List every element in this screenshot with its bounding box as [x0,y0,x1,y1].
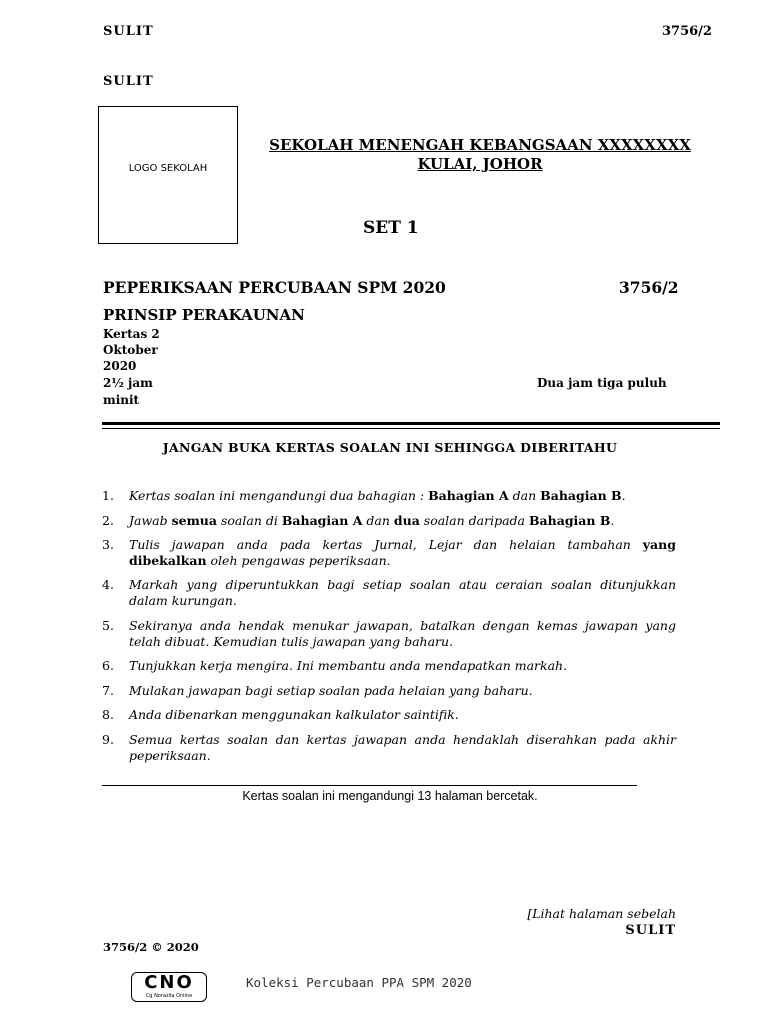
exam-year: 2020 [103,359,137,373]
instruction-item: 9. Semua kertas soalan dan kertas jawapan anda hendaklah diserahkan pada akhir peperiksaan. [102,732,676,763]
exam-month: Oktober [103,343,158,357]
duration-words: Dua jam tiga puluh [537,376,667,390]
sulit-label-top: SULIT [103,24,154,39]
instruction-item: 4. Markah yang diperuntukkan bagi setiap soalan atau ceraian soalan ditunjukkan dalam kurungan. [102,577,676,608]
duration-short: 2½ jam [103,376,153,390]
instruction-item: 2. Jawab semua soalan di Bahagian A dan dua soalan daripada Bahagian B. [102,513,615,528]
set-label: SET 1 [363,218,419,238]
instruction-item: 8. Anda dibenarkan menggunakan kalkulator saintifik. [102,707,459,722]
exam-code: 3756/2 [619,278,679,297]
school-logo-box [98,106,238,244]
pages-note: Kertas soalan ini mengandungi 13 halaman bercetak. [242,789,538,803]
divider-thin [102,428,720,429]
instruction-item: 5. Sekiranya anda hendak menukar jawapan, batalkan dengan kemas jawapan yang telah dibuat. Kemudian tulis jawapan yang baharu. [102,618,676,649]
instruction-item: 3. Tulis jawapan anda pada kertas Jurnal, Lejar dan helaian tambahan yang dibekalkan oleh pengawas peperiksaan. [102,537,676,568]
logo-placeholder-text: LOGO SEKOLAH [128,163,208,174]
school-name: SEKOLAH MENENGAH KEBANGSAAN XXXXXXXX [269,136,691,154]
instruction-item: 7. Mulakan jawapan bagi setiap soalan pada helaian yang baharu. [102,683,533,698]
exam-title: PEPERIKSAAN PERCUBAAN SPM 2020 [103,278,446,297]
copyright-code: 3756/2 © 2020 [103,940,199,954]
school-location: KULAI, JOHOR [417,155,543,173]
warning-text: JANGAN BUKA KERTAS SOALAN INI SEHINGGA DIBERITAHU [162,440,618,455]
divider-thick [102,422,720,425]
duration-short-cont: minit [103,393,140,407]
collection-caption: Koleksi Percubaan PPA SPM 2020 [246,975,472,990]
cno-logo: CNO Cg Norazila Online [131,972,207,1002]
subject-title: PRINSIP PERAKAUNAN [103,306,305,324]
instruction-item: 6. Tunjukkan kerja mengira. Ini membantu anda mendapatkan markah. [102,658,568,673]
sulit-label-bottom: SULIT [625,923,676,938]
see-next-page: [Lihat halaman sebelah [527,906,676,921]
instruction-item: 1. Kertas soalan ini mengandungi dua bahagian : Bahagian A dan Bahagian B. [102,488,626,503]
paper-code-top: 3756/2 [662,24,712,39]
pages-note-rule [102,785,637,786]
paper-number: Kertas 2 [103,327,160,341]
sulit-label-second: SULIT [103,74,154,89]
